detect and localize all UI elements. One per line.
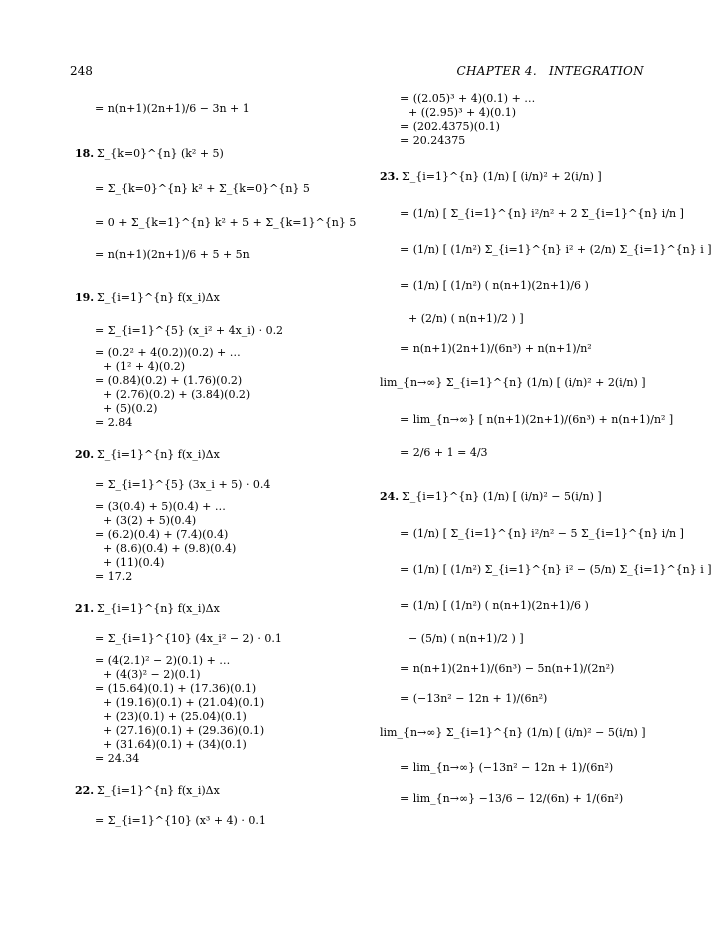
line-gap	[75, 270, 365, 280]
problem-number: 22.	[75, 784, 95, 797]
chapter-header	[457, 64, 644, 78]
equation-line: + ((2.95)³ + 4)(0.1)	[408, 106, 517, 119]
equation-line: = (1/n) [ (1/n²) Σ_{i=1}^{n} i² − (5/n) Σ_{i=1}^{n} i ]	[400, 563, 712, 576]
problem-line	[380, 158, 660, 196]
equation-line: = (4(2.1)² − 2)(0.1) + …	[95, 654, 231, 667]
equation-line: = (1/n) [ (1/n²) Σ_{i=1}^{n} i² + (2/n) Σ_{i=1}^{n} i ]	[400, 243, 712, 256]
equation-line: + (2.76)(0.2) + (3.84)(0.2)	[103, 388, 251, 401]
line-gap	[380, 468, 660, 478]
equation-line: = (1/n) [ Σ_{i=1}^{n} i²/n² − 5 Σ_{i=1}^{n} i/n ]	[400, 527, 684, 540]
page-number: 248	[70, 64, 93, 78]
equation-line: + (3(2) + 5)(0.4)	[103, 514, 197, 527]
problem-line	[75, 280, 365, 316]
equation-line: = (1/n) [ (1/n²) ( n(n+1)(2n+1)/6 )	[400, 599, 589, 612]
problem-expression: Σ_{i=1}^{n} f(x_i)Δx	[97, 784, 220, 797]
equation-line: = 2.84	[95, 416, 133, 429]
equation-line: = 2/6 + 1 = 4/3	[400, 446, 488, 459]
problem-expression: Σ_{i=1}^{n} f(x_i)Δx	[97, 291, 220, 304]
equation-line: + (1² + 4)(0.2)	[103, 360, 185, 373]
right-column	[380, 92, 712, 814]
equation-line: + (23)(0.1) + (25.04)(0.1)	[103, 710, 247, 723]
equation-line: = (3(0.4) + 5)(0.4) + …	[95, 500, 226, 513]
problem-line	[75, 440, 365, 470]
chapter-label: CHAPTER 4.	[456, 64, 537, 78]
equation-line: = 20.24375	[400, 134, 466, 147]
line-gap	[75, 584, 365, 594]
equation-line: − (5/n) ( n(n+1)/2 ) ]	[408, 632, 524, 645]
equation-line: = ((2.05)³ + 4)(0.1) + …	[400, 92, 536, 105]
equation-line: + (19.16)(0.1) + (21.04)(0.1)	[103, 696, 265, 709]
problem-number: 19.	[75, 291, 95, 304]
equation-line: = n(n+1)(2n+1)/6 + 5 + 5n	[95, 248, 250, 261]
problem-number: 23.	[380, 170, 400, 183]
equation-line: = Σ_{i=1}^{10} (4x_i² − 2) · 0.1	[95, 632, 282, 645]
problem-number: 20.	[75, 448, 95, 461]
equation-line: = lim_{n→∞} (−13n² − 12n + 1)/(6n²)	[400, 761, 614, 774]
equation-line: = (1/n) [ Σ_{i=1}^{n} i²/n² + 2 Σ_{i=1}^{n} i/n ]	[400, 207, 684, 220]
equation-line: + (31.64)(0.1) + (34)(0.1)	[103, 738, 247, 751]
equation-line: = n(n+1)(2n+1)/(6n³) − 5n(n+1)/(2n²)	[400, 662, 615, 675]
equation-line: = (202.4375)(0.1)	[400, 120, 500, 133]
problem-expression: Σ_{i=1}^{n} (1/n) [ (i/n)² − 5(i/n) ]	[402, 490, 602, 503]
equation-line: = Σ_{i=1}^{5} (3x_i + 5) · 0.4	[95, 478, 271, 491]
problem-number: 24.	[380, 490, 400, 503]
left-column	[75, 92, 365, 836]
problem-line	[380, 478, 660, 516]
chapter-title: INTEGRATION	[548, 64, 644, 78]
equation-line: + (2/n) ( n(n+1)/2 ) ]	[408, 312, 524, 325]
equation-line: = Σ_{k=0}^{n} k² + Σ_{k=0}^{n} 5	[95, 182, 310, 195]
equation-line: = (15.64)(0.1) + (17.36)(0.1)	[95, 682, 257, 695]
problem-expression: Σ_{i=1}^{n} (1/n) [ (i/n)² + 2(i/n) ]	[402, 170, 602, 183]
equation-line: + (27.16)(0.1) + (29.36)(0.1)	[103, 724, 265, 737]
problem-number: 21.	[75, 602, 95, 615]
equation-line: = Σ_{i=1}^{10} (x³ + 4) · 0.1	[95, 814, 266, 827]
equation-line: lim_{n→∞} Σ_{i=1}^{n} (1/n) [ (i/n)² + 2(i/n) ]	[380, 376, 646, 389]
problem-expression: Σ_{i=1}^{n} f(x_i)Δx	[97, 602, 220, 615]
problem-expression: Σ_{i=1}^{n} f(x_i)Δx	[97, 448, 220, 461]
equation-line: + (11)(0.4)	[103, 556, 165, 569]
problem-expression: Σ_{k=0}^{n} (k² + 5)	[97, 147, 224, 160]
problem-line	[75, 776, 365, 806]
equation-line: = 24.34	[95, 752, 140, 765]
equation-line: + (8.6)(0.4) + (9.8)(0.4)	[103, 542, 237, 555]
equation-line: = Σ_{i=1}^{5} (x_i² + 4x_i) · 0.2	[95, 324, 284, 337]
equation-line: = 17.2	[95, 570, 133, 583]
equation-line: + (5)(0.2)	[103, 402, 158, 415]
equation-line: = (1/n) [ (1/n²) ( n(n+1)(2n+1)/6 )	[400, 279, 589, 292]
equation-line: = (−13n² − 12n + 1)/(6n²)	[400, 692, 548, 705]
equation-line: = n(n+1)(2n+1)/6 − 3n + 1	[95, 102, 250, 115]
equation-line: + (4(3)² − 2)(0.1)	[103, 668, 201, 681]
line-gap	[75, 430, 365, 440]
equation-line: lim_{n→∞} Σ_{i=1}^{n} (1/n) [ (i/n)² − 5(i/n) ]	[380, 726, 646, 739]
equation-line: = n(n+1)(2n+1)/(6n³) + n(n+1)/n²	[400, 342, 592, 355]
equation-line: = (0.84)(0.2) + (1.76)(0.2)	[95, 374, 243, 387]
problem-number: 18.	[75, 147, 95, 160]
problem-line	[75, 136, 365, 172]
line-gap	[380, 148, 660, 158]
equation-line: = (6.2)(0.4) + (7.4)(0.4)	[95, 528, 229, 541]
line-gap	[75, 126, 365, 136]
problem-line	[75, 594, 365, 624]
equation-line: = lim_{n→∞} [ n(n+1)(2n+1)/(6n³) + n(n+1)/n² ]	[400, 413, 674, 426]
line-gap	[75, 766, 365, 776]
equation-line: = lim_{n→∞} −13/6 − 12/(6n) + 1/(6n²)	[400, 792, 624, 805]
equation-line: = 0 + Σ_{k=1}^{n} k² + 5 + Σ_{k=1}^{n} 5	[95, 216, 357, 229]
equation-line: = (0.2² + 4(0.2))(0.2) + …	[95, 346, 241, 359]
